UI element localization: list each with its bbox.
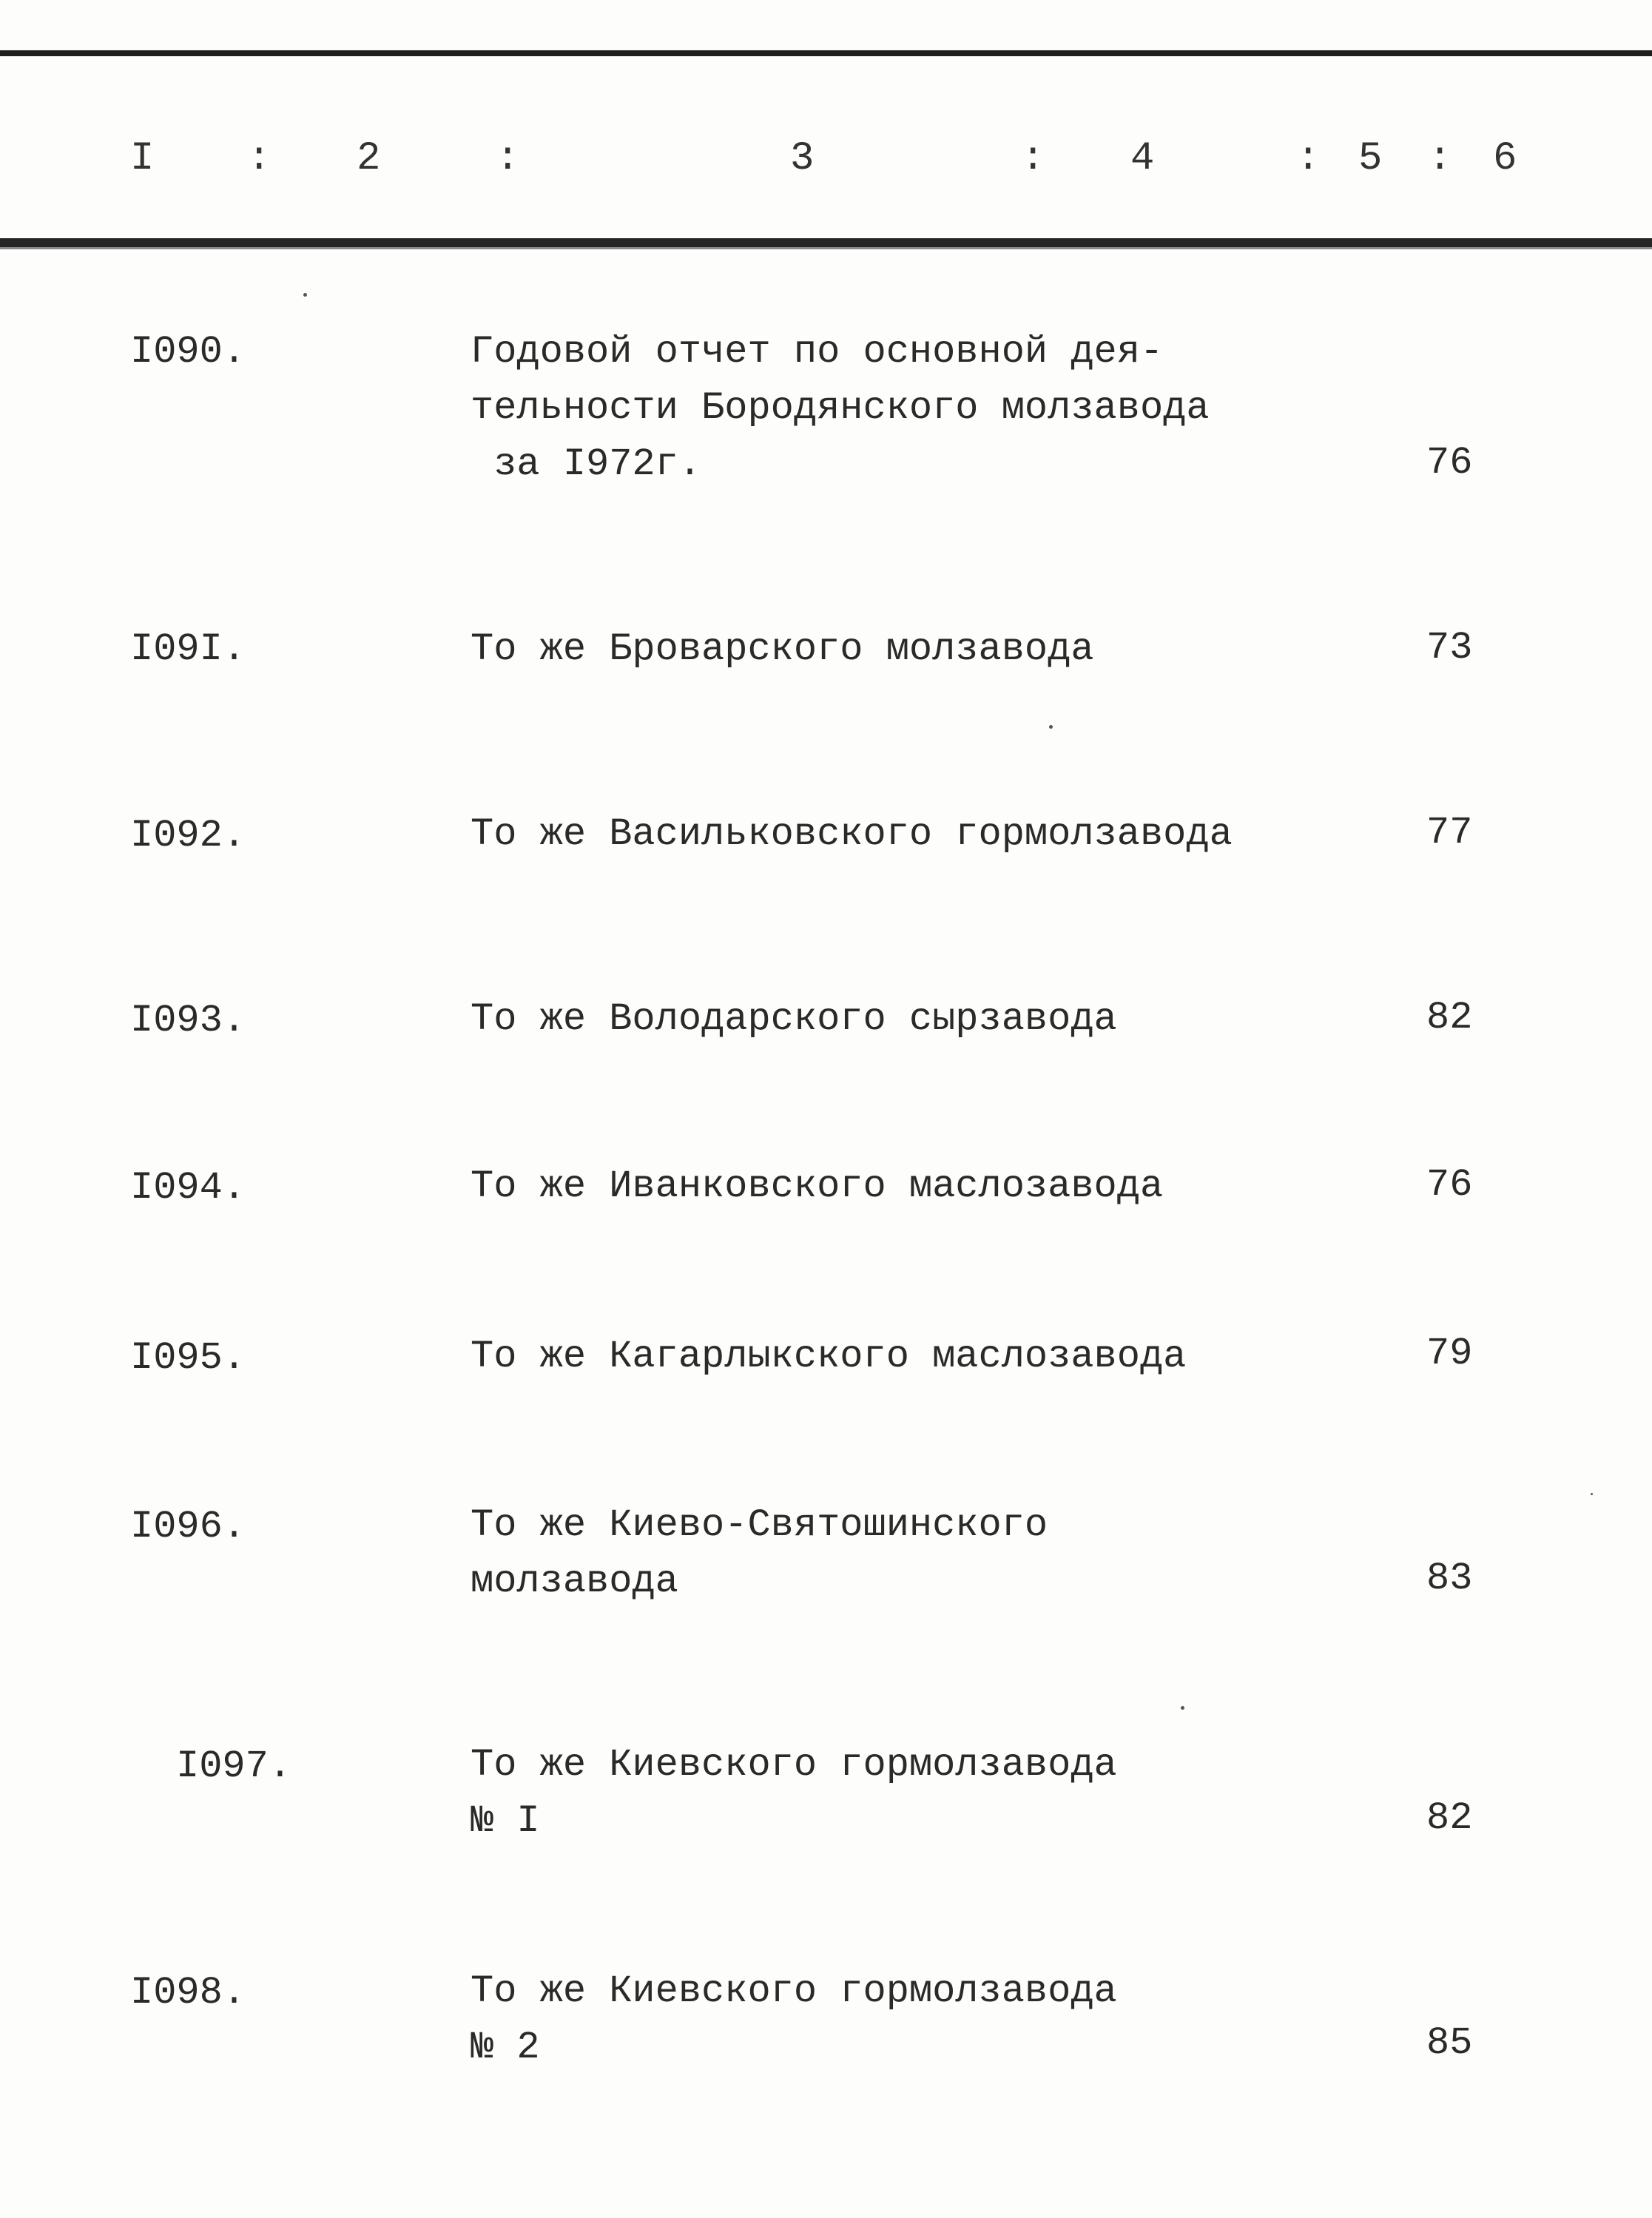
entry-title: [471, 621, 1094, 678]
entry-title: [471, 1159, 1163, 1215]
header-separator: :: [1428, 136, 1452, 181]
entry-number: I098.: [130, 1971, 246, 2015]
entry-page-count: 83: [1426, 1557, 1473, 1600]
scan-speck: [1181, 1706, 1184, 1710]
entry-title-line: То же Володарского сырзавода: [471, 997, 1117, 1041]
entry-page-count: 73: [1426, 626, 1473, 670]
entry-page-count: 76: [1426, 441, 1473, 485]
entry-page-count: 76: [1426, 1163, 1473, 1207]
entry-title: [471, 1329, 1186, 1385]
entry-number: I095.: [130, 1336, 246, 1380]
entry-number: I093.: [130, 999, 246, 1042]
entry-number: I094.: [130, 1166, 246, 1210]
entry-title: [471, 1497, 1048, 1610]
entry-title-line: молзавода: [471, 1560, 678, 1603]
entry-title-line: То же Киево-Святошинского: [471, 1503, 1048, 1547]
header-separator: :: [1021, 136, 1045, 181]
scan-speck: [1049, 725, 1053, 729]
entry-title-line: То же Киевского гормолзавода: [471, 1969, 1117, 2013]
header-col-5: 5: [1358, 136, 1383, 181]
entry-title-line: То же Иванковского маслозавода: [471, 1164, 1164, 1208]
header-bottom-rule-shadow: [0, 247, 1652, 249]
header-col-4: 4: [1130, 136, 1155, 181]
entry-title: [471, 324, 1210, 493]
header-col-6: 6: [1493, 136, 1517, 181]
header-separator: :: [247, 136, 272, 181]
header-col-3: 3: [790, 136, 815, 181]
entry-title-line: То же Броварского молзавода: [471, 627, 1094, 671]
entry-number: I090.: [130, 330, 246, 374]
entry-title-line: № I: [471, 1799, 540, 1843]
top-rule: [0, 50, 1652, 56]
entry-title-line: То же Киевского гормолзавода: [471, 1743, 1117, 1787]
entry-title-line: То же Васильковского гормолзавода: [471, 812, 1233, 856]
entry-number: I09I.: [130, 627, 246, 671]
entry-title-line: № 2: [471, 2026, 540, 2069]
header-bottom-rule: [0, 238, 1652, 247]
entry-title-line: Годовой отчет по основной дея-: [471, 330, 1164, 374]
entry-number: I097.: [176, 1745, 292, 1788]
entry-page-count: 85: [1426, 2021, 1473, 2065]
entry-page-count: 82: [1426, 996, 1473, 1039]
header-col-1: I: [130, 136, 155, 181]
scan-speck: [1591, 1493, 1593, 1495]
entry-page-count: 79: [1426, 1332, 1473, 1375]
entry-title: [471, 1737, 1117, 1850]
entry-title: [471, 806, 1233, 863]
header-separator: :: [1296, 136, 1321, 181]
entry-title: [471, 991, 1117, 1048]
entry-title-line: за I972г.: [471, 442, 702, 486]
header-separator: :: [496, 136, 520, 181]
entry-number: I096.: [130, 1505, 246, 1548]
entry-page-count: 77: [1426, 811, 1473, 854]
entry-number: I092.: [130, 814, 246, 857]
entry-title-line: тельности Бородянского молзавода: [471, 386, 1210, 430]
header-col-2: 2: [357, 136, 381, 181]
entry-title-line: То же Кагарлыкского маслозавода: [471, 1335, 1187, 1378]
entry-page-count: 82: [1426, 1796, 1473, 1840]
entry-title: [471, 1963, 1117, 2076]
scan-speck: [303, 293, 307, 297]
